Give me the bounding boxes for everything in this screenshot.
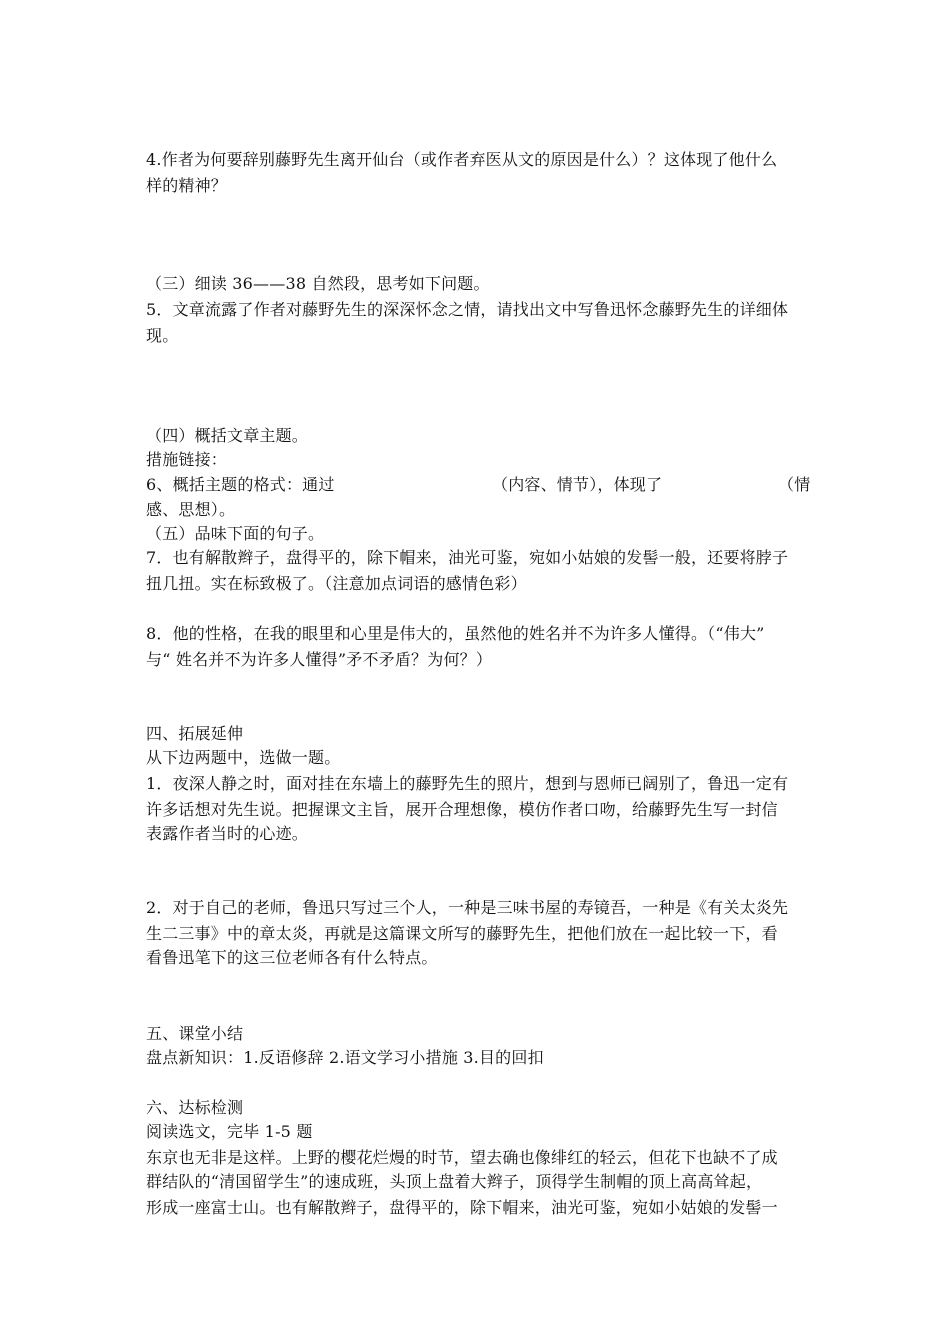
question-8-line-2: 与“ 姓名并不为许多人懂得”矛不矛盾？为何？） — [146, 650, 493, 669]
part-4-heading: 四、拓展延伸 — [146, 724, 244, 743]
topic-2-line-2: 生二三事》中的章太炎，再就是这篇课文所写的藤野先生，把他们放在一起比较一下，看 — [146, 924, 778, 943]
question-5-line-1: 5．文章流露了作者对藤野先生的深深怀念之情，请找出文中写鲁迅怀念藤野先生的详细体 — [146, 300, 789, 319]
part-4-intro: 从下边两题中，选做一题。 — [146, 748, 341, 767]
passage-line-1: 东京也无非是这样。上野的樱花烂熳的时节，望去确也像绯红的轻云，但花下也缺不了成 — [146, 1148, 778, 1167]
question-6-part-2: （内容、情节），体现了 — [492, 475, 663, 494]
section-5-heading: （五）品味下面的句子。 — [146, 524, 325, 543]
question-6-line-2: 感、思想）。 — [146, 500, 236, 519]
question-7-line-2: 扭几扭。实在标致极了。（注意加点词语的感情色彩） — [146, 574, 527, 593]
passage-line-2: 群结队的“清国留学生”的速成班，头顶上盘着大辫子，顶得学生制帽的顶上高高耸起， — [146, 1172, 763, 1191]
section-4-heading: （四）概括文章主题。 — [146, 426, 309, 445]
topic-1-line-1: 1．夜深人静之时，面对挂在东墙上的藤野先生的照片，想到与恩师已阔别了，鲁迅一定有 — [146, 774, 789, 793]
part-6-heading: 六、达标检测 — [146, 1098, 244, 1117]
method-link-label: 措施链接： — [146, 450, 228, 469]
question-6-part-1: 6、概括主题的格式：通过 — [146, 475, 335, 494]
question-7-line-1: 7．也有解散辫子，盘得平的，除下帽来，油光可鉴，宛如小姑娘的发髻一般，还要将脖子 — [146, 548, 789, 567]
topic-1-line-3: 表露作者当时的心迹。 — [146, 824, 309, 843]
part-5-summary: 盘点新知识：1.反语修辞 2.语文学习小措施 3.目的回扣 — [146, 1048, 544, 1067]
question-8-line-1: 8．他的性格，在我的眼里和心里是伟大的，虽然他的姓名并不为许多人懂得。（“伟大” — [146, 624, 765, 643]
question-5-line-2: 现。 — [146, 326, 179, 345]
passage-line-3: 形成一座富士山。也有解散辫子，盘得平的，除下帽来，油光可鉴，宛如小姑娘的发髻一 — [146, 1198, 778, 1217]
part-5-heading: 五、课堂小结 — [146, 1024, 244, 1043]
topic-2-line-3: 看鲁迅笔下的这三位老师各有什么特点。 — [146, 948, 438, 967]
topic-2-line-1: 2．对于自己的老师，鲁迅只写过三个人，一种是三味书屋的寿镜吾，一种是《有关太炎先 — [146, 898, 789, 917]
topic-1-line-2: 许多话想对先生说。把握课文主旨，展开合理想像，模仿作者口吻，给藤野先生写一封信 — [146, 800, 778, 819]
section-3-heading: （三）细读 36——38 自然段，思考如下问题。 — [146, 274, 490, 293]
part-6-intro: 阅读选文，完毕 1-5 题 — [146, 1122, 313, 1141]
question-4-line-2: 样的精神？ — [146, 176, 228, 195]
question-6-part-3: （情 — [778, 475, 811, 494]
question-4-line-1: 4.作者为何要辞别藤野先生离开仙台（或作者弃医从文的原因是什么）？这体现了他什么 — [146, 150, 778, 169]
